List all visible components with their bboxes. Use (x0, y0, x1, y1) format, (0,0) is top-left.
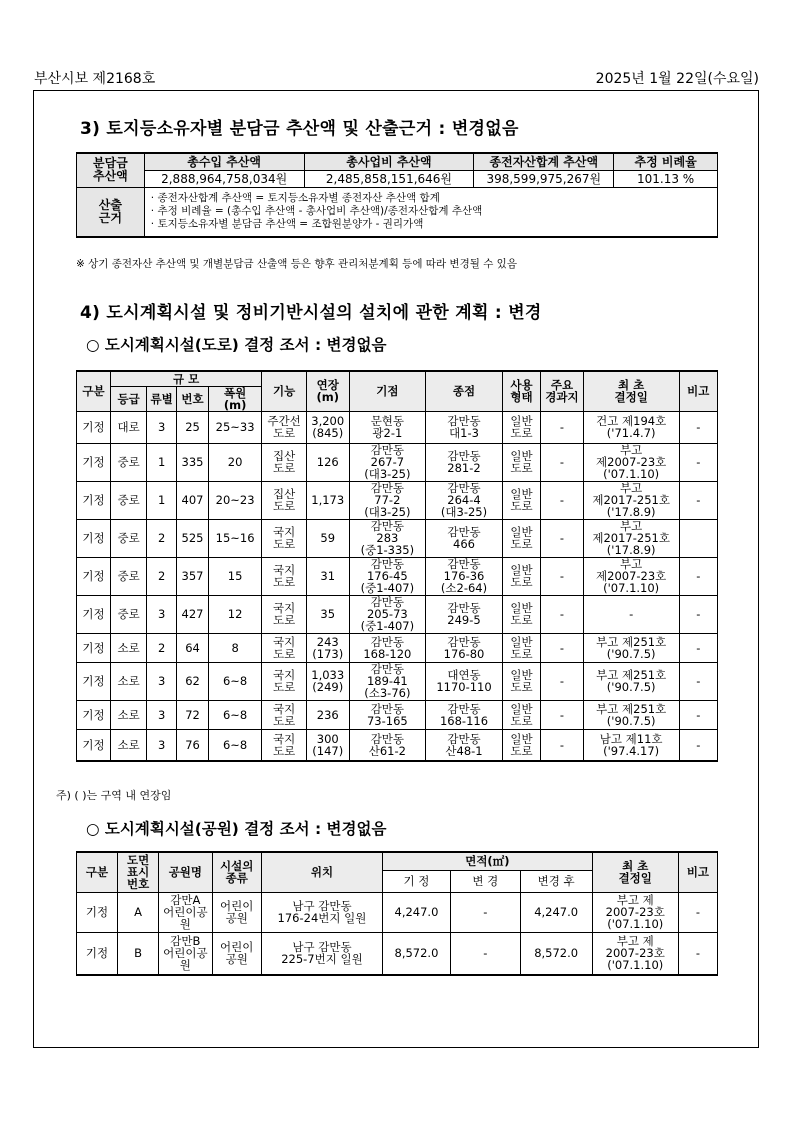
road-row-cell: 일반 도로 (502, 662, 540, 700)
road-row-cell: 대연동 1170-110 (426, 662, 503, 700)
road-row-cell: 소로 (111, 700, 147, 729)
road-row-cell: - (541, 443, 584, 481)
park-row-cell: 4,247.0 (520, 892, 592, 932)
road-row-cell: 감만동 산48-1 (426, 729, 503, 761)
road-row-cell: 1,173 (306, 481, 349, 519)
road-row-cell: 126 (306, 443, 349, 481)
road-row-cell: 6~8 (209, 729, 262, 761)
road-row-cell: 62 (177, 662, 209, 700)
park-header: 구분 (77, 852, 118, 892)
road-row-cell: 국지 도로 (262, 633, 307, 662)
road-row-cell: 1 (147, 481, 177, 519)
road-row-cell: 감만동 73-165 (349, 700, 426, 729)
park-row-cell: - (450, 932, 520, 975)
road-row-cell: 15 (209, 557, 262, 595)
road-row-cell: 감만동 대1-3 (426, 411, 503, 443)
road-row-cell: 기정 (77, 633, 111, 662)
park-row-cell: - (678, 932, 717, 975)
road-row (77, 411, 718, 443)
road-row-cell: 기정 (77, 662, 111, 700)
road-row-cell: 407 (177, 481, 209, 519)
road-header: 류별 (147, 386, 177, 411)
road-row-cell (679, 519, 717, 557)
road-row-cell: 일반 도로 (502, 411, 540, 443)
park-row-cell: 기정 (77, 892, 118, 932)
park-row-cell: B (118, 932, 159, 975)
road-row-cell: 243 (173) (306, 633, 349, 662)
ratio-value: 101.13 % (614, 170, 718, 187)
road-header: 연장 (m) (306, 371, 349, 411)
road-header: 비고 (679, 371, 717, 411)
road-row (77, 519, 718, 557)
park-row-cell: 부고 제 2007-23호 ('07.1.10) (592, 892, 678, 932)
road-row-cell: 부고 제2017-251호 ('17.8.9) (583, 481, 679, 519)
road-row-cell: - (679, 633, 717, 662)
road-header: 구분 (77, 371, 111, 411)
road-header: 최 초 결정일 (583, 371, 679, 411)
road-row-cell: 부고 제2017-251호 ('17.8.9) (583, 519, 679, 557)
road-row-cell: 감만동 176-36 (소2-64) (426, 557, 503, 595)
road-row-cell: 2 (147, 557, 177, 595)
park-row-cell: 감만B 어린이공 원 (159, 932, 212, 975)
road-row-cell: 국지 도로 (262, 557, 307, 595)
road-header: 폭원 (m) (209, 386, 262, 411)
park-header: 변경 후 (520, 870, 592, 892)
road-row-cell: 15~16 (209, 519, 262, 557)
park-row (77, 892, 718, 932)
park-row-cell: - (678, 892, 717, 932)
road-row-cell: - (541, 519, 584, 557)
estimate-footnote: ※ 상기 종전자산 추산액 및 개별분담금 산출액 등은 향후 관리처분계획 등에 따라 변경될 수 있음 (76, 258, 517, 270)
road-row (77, 662, 718, 700)
road-row (77, 557, 718, 595)
road-row-cell: - (541, 557, 584, 595)
road-row-cell: - (679, 411, 717, 443)
road-row-cell: - (541, 729, 584, 761)
park-row-cell: 8,572.0 (383, 932, 451, 975)
park-table-title: ○ 도시계획시설(공원) 결정 조서 : 변경없음 (86, 820, 387, 838)
road-row (77, 633, 718, 662)
road-row-cell: 부고 제2007-23호 ('07.1.10) (583, 557, 679, 595)
total-cost-value: 2,485,858,151,646원 (304, 170, 474, 187)
park-row-cell: 남구 감만동 225-7번지 일원 (261, 932, 382, 975)
road-row (77, 443, 718, 481)
road-row-cell: - (541, 633, 584, 662)
road-row-cell: 기정 (77, 443, 111, 481)
road-row-cell: 일반 도로 (502, 443, 540, 481)
road-row-cell: 감만동 264-4 (대3-25) (426, 481, 503, 519)
park-row-cell: 부고 제 2007-23호 ('07.1.10) (592, 932, 678, 975)
park-row-cell: 기정 (77, 932, 118, 975)
road-row-cell: 525 (177, 519, 209, 557)
road-header: 기점 (349, 371, 426, 411)
road-row-cell: 집산 도로 (262, 443, 307, 481)
road-row-cell: 8 (209, 633, 262, 662)
road-row-cell: 일반 도로 (502, 557, 540, 595)
park-row-cell: 어린이 공원 (212, 892, 261, 932)
park-header: 면적(㎡) (383, 852, 593, 870)
section3-title: 3) 토지등소유자별 분담금 추산액 및 산출근거 : 변경없음 (80, 119, 519, 139)
road-row-cell: - (679, 443, 717, 481)
road-row-cell: 중로 (111, 481, 147, 519)
road-row-cell: 일반 도로 (502, 729, 540, 761)
road-row-cell: 감만동 283 (중1-335) (349, 519, 426, 557)
road-row-cell: 427 (177, 595, 209, 633)
road-row-cell: 감만동 176-80 (426, 633, 503, 662)
road-row-cell: 대로 (111, 411, 147, 443)
road-row-cell: 감만동 176-45 (중1-407) (349, 557, 426, 595)
road-row-cell: 31 (306, 557, 349, 595)
road-row-cell: - (541, 700, 584, 729)
road-row-cell: - (541, 411, 584, 443)
gazette-date: 2025년 1월 22일(수요일) (595, 71, 759, 87)
road-row-cell: - (679, 729, 717, 761)
road-row-cell: 300 (147) (306, 729, 349, 761)
road-header: 주요 경과지 (541, 371, 584, 411)
park-row (77, 932, 718, 975)
road-row-cell: 소로 (111, 729, 147, 761)
road-row (77, 729, 718, 761)
road-row-cell: 일반 도로 (502, 700, 540, 729)
road-row-cell: 감만동 168-116 (426, 700, 503, 729)
road-row-cell: 국지 도로 (262, 729, 307, 761)
col-header: 종전자산합계 추산액 (474, 153, 614, 170)
road-row-cell: 20 (209, 443, 262, 481)
park-row-cell: 어린이 공원 (212, 932, 261, 975)
road-row-cell: 3 (147, 411, 177, 443)
road-table (76, 370, 718, 762)
park-header: 변 경 (450, 870, 520, 892)
road-header: 종점 (426, 371, 503, 411)
road-row-cell: 72 (177, 700, 209, 729)
road-row-cell: 3,200 (845) (306, 411, 349, 443)
road-row-cell: 59 (306, 519, 349, 557)
road-row (77, 700, 718, 729)
road-row-cell: 25 (177, 411, 209, 443)
park-row-cell: 남구 감만동 176-24번지 일원 (261, 892, 382, 932)
road-table-title: ○ 도시계획시설(도로) 결정 조서 : 변경없음 (86, 336, 387, 354)
road-footnote: 주) ( )는 구역 내 연장임 (56, 789, 172, 802)
section4-title: 4) 도시계획시설 및 정비기반시설의 설치에 관한 계획 : 변경 (80, 303, 542, 323)
road-row-cell: 2 (147, 633, 177, 662)
road-row-cell: 기정 (77, 729, 111, 761)
road-row-cell: 국지 도로 (262, 519, 307, 557)
road-row-cell: 국지 도로 (262, 595, 307, 633)
road-header: 번호 (177, 386, 209, 411)
park-row-cell: 감만A 어린이공 원 (159, 892, 212, 932)
road-row-cell: 3 (147, 662, 177, 700)
road-row-cell: 1,033 (249) (306, 662, 349, 700)
road-row-cell: 3 (147, 700, 177, 729)
prior-assets-value: 398,599,975,267원 (474, 170, 614, 187)
road-row-cell: - (541, 481, 584, 519)
road-row-cell: 일반 도로 (502, 633, 540, 662)
road-row-cell: 감만동 205-73 (중1-407) (349, 595, 426, 633)
road-row-cell: 감만동 281-2 (426, 443, 503, 481)
road-row-cell: 감만동 168-120 (349, 633, 426, 662)
park-row-cell: 8,572.0 (520, 932, 592, 975)
road-row-cell: 12 (209, 595, 262, 633)
road-row-cell: 중로 (111, 595, 147, 633)
road-row-cell: - (583, 595, 679, 633)
road-row-cell: 부고 제2007-23호 ('07.1.10) (583, 443, 679, 481)
road-row-cell: 6~8 (209, 662, 262, 700)
road-row-cell: 64 (177, 633, 209, 662)
road-row-cell: 건고 제194호 ('71.4.7) (583, 411, 679, 443)
road-header: 기능 (262, 371, 307, 411)
col-header: 총수입 추산액 (144, 153, 304, 170)
col-header: 추정 비례율 (614, 153, 718, 170)
road-header: 규 모 (111, 371, 262, 386)
road-row-cell: 20~23 (209, 481, 262, 519)
road-row-cell: 소로 (111, 633, 147, 662)
road-row-cell: 기정 (77, 519, 111, 557)
road-row-cell: 중로 (111, 443, 147, 481)
park-header: 비고 (678, 852, 717, 892)
road-row-cell: 부고 제251호 ('90.7.5) (583, 633, 679, 662)
road-row-cell: 기정 (77, 557, 111, 595)
road-row-cell: 소로 (111, 662, 147, 700)
road-row-cell: 부고 제251호 ('90.7.5) (583, 662, 679, 700)
road-row-cell: 감만동 77-2 (대3-25) (349, 481, 426, 519)
road-row-cell: 35 (306, 595, 349, 633)
road-row-cell: 236 (306, 700, 349, 729)
road-row-cell: 부고 제251호 ('90.7.5) (583, 700, 679, 729)
basis-text: · 종전자산합계 추산액 = 토지등소유자별 종전자산 추산액 합계 · 추정 비례율 = (총수입 추산액 - 총사업비 추산액)/종전자산합계 추산액 · 토지등소유자별 분담금 추산액 = 조합원분양가 - 권리가액 (144, 187, 717, 237)
road-row-cell: 1 (147, 443, 177, 481)
park-row-cell: - (450, 892, 520, 932)
road-row-cell: 기정 (77, 595, 111, 633)
park-header: 최 초 결정일 (592, 852, 678, 892)
park-row-cell: A (118, 892, 159, 932)
road-row-cell: - (679, 595, 717, 633)
col-header: 총사업비 추산액 (304, 153, 474, 170)
road-row-cell: 76 (177, 729, 209, 761)
road-row-cell: 335 (177, 443, 209, 481)
road-header: 사용 형태 (502, 371, 540, 411)
road-row-cell: 감만동 466 (426, 519, 503, 557)
park-row-cell: 4,247.0 (383, 892, 451, 932)
road-row-cell: 기정 (77, 700, 111, 729)
road-row-cell: 기정 (77, 481, 111, 519)
park-header: 시설의 종류 (212, 852, 261, 892)
road-row-cell: 감만동 산61-2 (349, 729, 426, 761)
park-table (76, 851, 718, 976)
total-income-value: 2,888,964,758,034원 (144, 170, 304, 187)
park-header: 위치 (261, 852, 382, 892)
road-row-cell: 25~33 (209, 411, 262, 443)
road-row-cell: - (541, 595, 584, 633)
road-row-cell: 주간선 도로 (262, 411, 307, 443)
road-row-cell: 감만동 267-7 (대3-25) (349, 443, 426, 481)
estimate-label: 분담금 추산액 (77, 153, 145, 187)
park-header: 공원명 (159, 852, 212, 892)
road-row-cell: 남고 제11호 ('97.4.17) (583, 729, 679, 761)
road-row-cell: 3 (147, 729, 177, 761)
road-row-cell: - (679, 481, 717, 519)
basis-label: 산출 근거 (77, 187, 145, 237)
road-row-cell: - (679, 700, 717, 729)
road-row-cell: 357 (177, 557, 209, 595)
road-row (77, 481, 718, 519)
road-row-cell: 일반 도로 (502, 481, 540, 519)
road-row-cell: 감만동 249-5 (426, 595, 503, 633)
road-row-cell: 국지 도로 (262, 662, 307, 700)
estimate-table (76, 152, 718, 238)
road-row-cell: 일반 도로 (502, 595, 540, 633)
road-row-cell: - (541, 662, 584, 700)
park-header: 도면 표시 번호 (118, 852, 159, 892)
park-header: 기 정 (383, 870, 451, 892)
road-row-cell: 일반 도로 (502, 519, 540, 557)
road-row-cell: 6~8 (209, 700, 262, 729)
road-header: 등급 (111, 386, 147, 411)
road-row-cell: 3 (147, 595, 177, 633)
road-row-cell: 중로 (111, 557, 147, 595)
road-row (77, 595, 718, 633)
road-row-cell: 집산 도로 (262, 481, 307, 519)
gazette-issue: 부산시보 제2168호 (34, 71, 156, 87)
road-row-cell: - (679, 662, 717, 700)
road-row-cell: 감만동 189-41 (소3-76) (349, 662, 426, 700)
road-row-cell: - (679, 557, 717, 595)
road-row-cell: 2 (147, 519, 177, 557)
road-row-cell: 국지 도로 (262, 700, 307, 729)
road-row-cell: 문현동 광2-1 (349, 411, 426, 443)
road-row-cell: 중로 (111, 519, 147, 557)
road-row-cell: 기정 (77, 411, 111, 443)
